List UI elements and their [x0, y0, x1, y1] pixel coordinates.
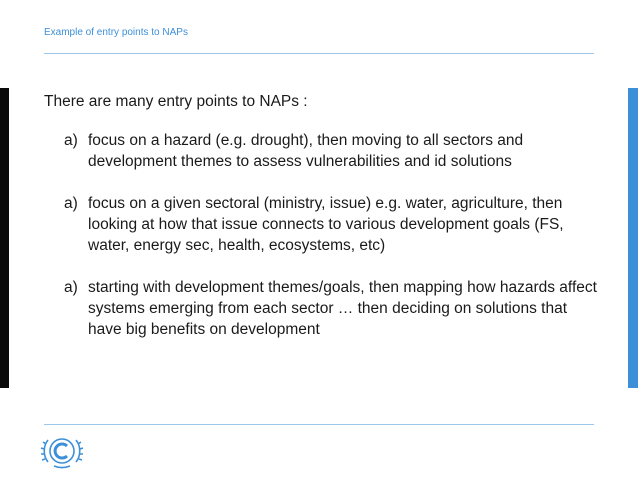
- slide-header: Example of entry points to NAPs: [44, 27, 188, 38]
- list-marker: a): [64, 279, 78, 296]
- left-accent-bar: [0, 88, 9, 388]
- bottom-divider: [44, 424, 594, 425]
- top-divider: [44, 53, 594, 54]
- list-marker: a): [64, 195, 78, 212]
- list-item: [44, 193, 604, 256]
- list-item-text: focus on a given sectoral (ministry, issue) e.g. water, agriculture, then looking at how that issue connects to various development goals (FS, water, energy sec, health, ecosystems, etc): [88, 195, 564, 254]
- list-item: [44, 130, 604, 172]
- slide-content: [44, 92, 604, 361]
- list-marker: a): [64, 132, 78, 149]
- list-item-text: focus on a hazard (e.g. drought), then moving to all sectors and development themes to assess vulnerabilities and id solutions: [88, 132, 524, 170]
- unfccc-logo-icon: [40, 432, 84, 470]
- entry-points-list: [44, 130, 604, 340]
- intro-text: There are many entry points to NAPs :: [44, 93, 308, 110]
- right-accent-bar: [628, 88, 638, 388]
- list-item-text: starting with development themes/goals, then mapping how hazards affect systems emerging from each sector … then deciding on solutions that have big benefits on development: [88, 279, 597, 338]
- list-item: [44, 277, 604, 340]
